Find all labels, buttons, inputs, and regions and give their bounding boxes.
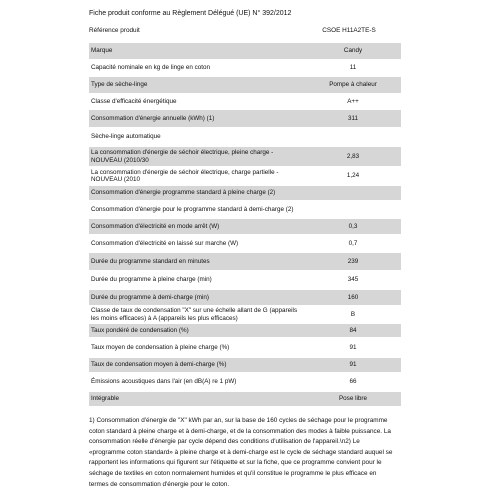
row-value: 239	[305, 253, 401, 270]
row-value: B	[305, 305, 401, 324]
row-label: La consommation d'énergie de séchoir électrique, pleine charge - NOUVEAU (2010/30	[89, 147, 305, 166]
row-label: Sèche-linge automatique	[89, 127, 305, 147]
row-value: Pose libre	[305, 392, 401, 406]
row-label: La consommation d'énergie de séchoir électrique, charge partielle - NOUVEAU (2010	[89, 166, 305, 186]
row-value: 0,3	[305, 219, 401, 234]
row-value	[305, 127, 401, 147]
row-label: Émissions acoustiques dans l'air (en dB(A) re 1 pW)	[89, 372, 305, 392]
reference-value: CSOE H11A2TE-S	[322, 27, 376, 34]
table-row	[89, 358, 401, 372]
row-value: 84	[305, 324, 401, 337]
table-row	[89, 93, 401, 110]
row-label: Durée du programme à demi-charge (min)	[89, 290, 305, 305]
row-label: Consommation d'énergie annuelle (kWh) (1)	[89, 110, 305, 127]
row-value: 91	[305, 337, 401, 358]
row-label: Consommation d'électricité en mode arrêt (W)	[89, 219, 305, 234]
table-row	[89, 166, 401, 186]
row-value: 0,7	[305, 234, 401, 253]
row-value: 91	[305, 358, 401, 372]
reference-label: Référence produit	[89, 27, 140, 34]
row-label: Marque	[89, 43, 305, 59]
row-value: 11	[305, 59, 401, 77]
table-row	[89, 305, 401, 324]
table-row	[89, 127, 401, 147]
row-label: Classe de taux de condensation "X" sur une échelle allant de G (appareils les moins efficaces) à A (appareils les plus efficaces)	[89, 305, 305, 324]
table-row	[89, 290, 401, 305]
table-row	[89, 372, 401, 392]
row-label: Consommation d'énergie pour le programme standard à demi-charge (2)	[89, 200, 305, 219]
table-row	[89, 392, 401, 406]
row-value: 311	[305, 110, 401, 127]
sheet-title: Fiche produit conforme au Règlement Délégué (UE) N° 392/2012	[89, 10, 292, 17]
table-row	[89, 219, 401, 234]
table-row	[89, 59, 401, 77]
table-row	[89, 186, 401, 200]
row-value	[305, 186, 401, 200]
row-value: 160	[305, 290, 401, 305]
table-row	[89, 43, 401, 59]
row-label: Durée du programme standard en minutes	[89, 253, 305, 270]
row-label: Consommation d'électricité en laissé sur marche (W)	[89, 234, 305, 253]
table-row	[89, 110, 401, 127]
table-row	[89, 234, 401, 253]
row-label: Intégrable	[89, 392, 305, 406]
table-row	[89, 147, 401, 166]
row-value: Candy	[305, 43, 401, 59]
reference-row	[89, 25, 397, 37]
table-row	[89, 77, 401, 93]
row-value: 2,83	[305, 147, 401, 166]
product-sheet	[0, 8, 486, 494]
row-value	[305, 200, 401, 219]
table-row	[89, 337, 401, 358]
spec-table	[89, 43, 401, 406]
row-value: 66	[305, 372, 401, 392]
table-row	[89, 253, 401, 270]
row-value: 1,24	[305, 166, 401, 186]
row-label: Capacité nominale en kg de linge en coton	[89, 59, 305, 77]
spec-table-body	[89, 43, 401, 406]
footnote: 1) Consommation d'énergie de "X" kWh par an, sur la base de 160 cycles de séchage pour le programme coton standard à pleine charge et à demi-charge, et de la consommation des modes à faible puissance. La consommation réelle d'énergie par cycle dépend des conditions d'utilisation de l'appareil.\n2) Le «programme coton standard» à pleine charge et à demi-charge est le cycle de séchage standard auquel se rapportent les informations qui figurent sur l'étiquette et sur la fiche, que ce programme convient pour le séchage de textiles en coton normalement humides et qu'il constitue le programme le plus efficace en termes de consommation d'énergie pour le coton.	[89, 417, 393, 488]
row-label: Taux de condensation moyen à demi-charge (%)	[89, 358, 305, 372]
table-row	[89, 200, 401, 219]
row-value: Pompe à chaleur	[305, 77, 401, 93]
row-label: Classe d'efficacité énergétique	[89, 93, 305, 110]
row-label: Durée du programme à pleine charge (min)	[89, 270, 305, 290]
row-label: Consommation d'énergie programme standard à pleine charge (2)	[89, 186, 305, 200]
row-label: Taux pondéré de condensation (%)	[89, 324, 305, 337]
row-label: Taux moyen de condensation à pleine charge (%)	[89, 337, 305, 358]
row-label: Type de sèche-linge	[89, 77, 305, 93]
table-row	[89, 324, 401, 337]
row-value: A++	[305, 93, 401, 110]
row-value: 345	[305, 270, 401, 290]
table-row	[89, 270, 401, 290]
